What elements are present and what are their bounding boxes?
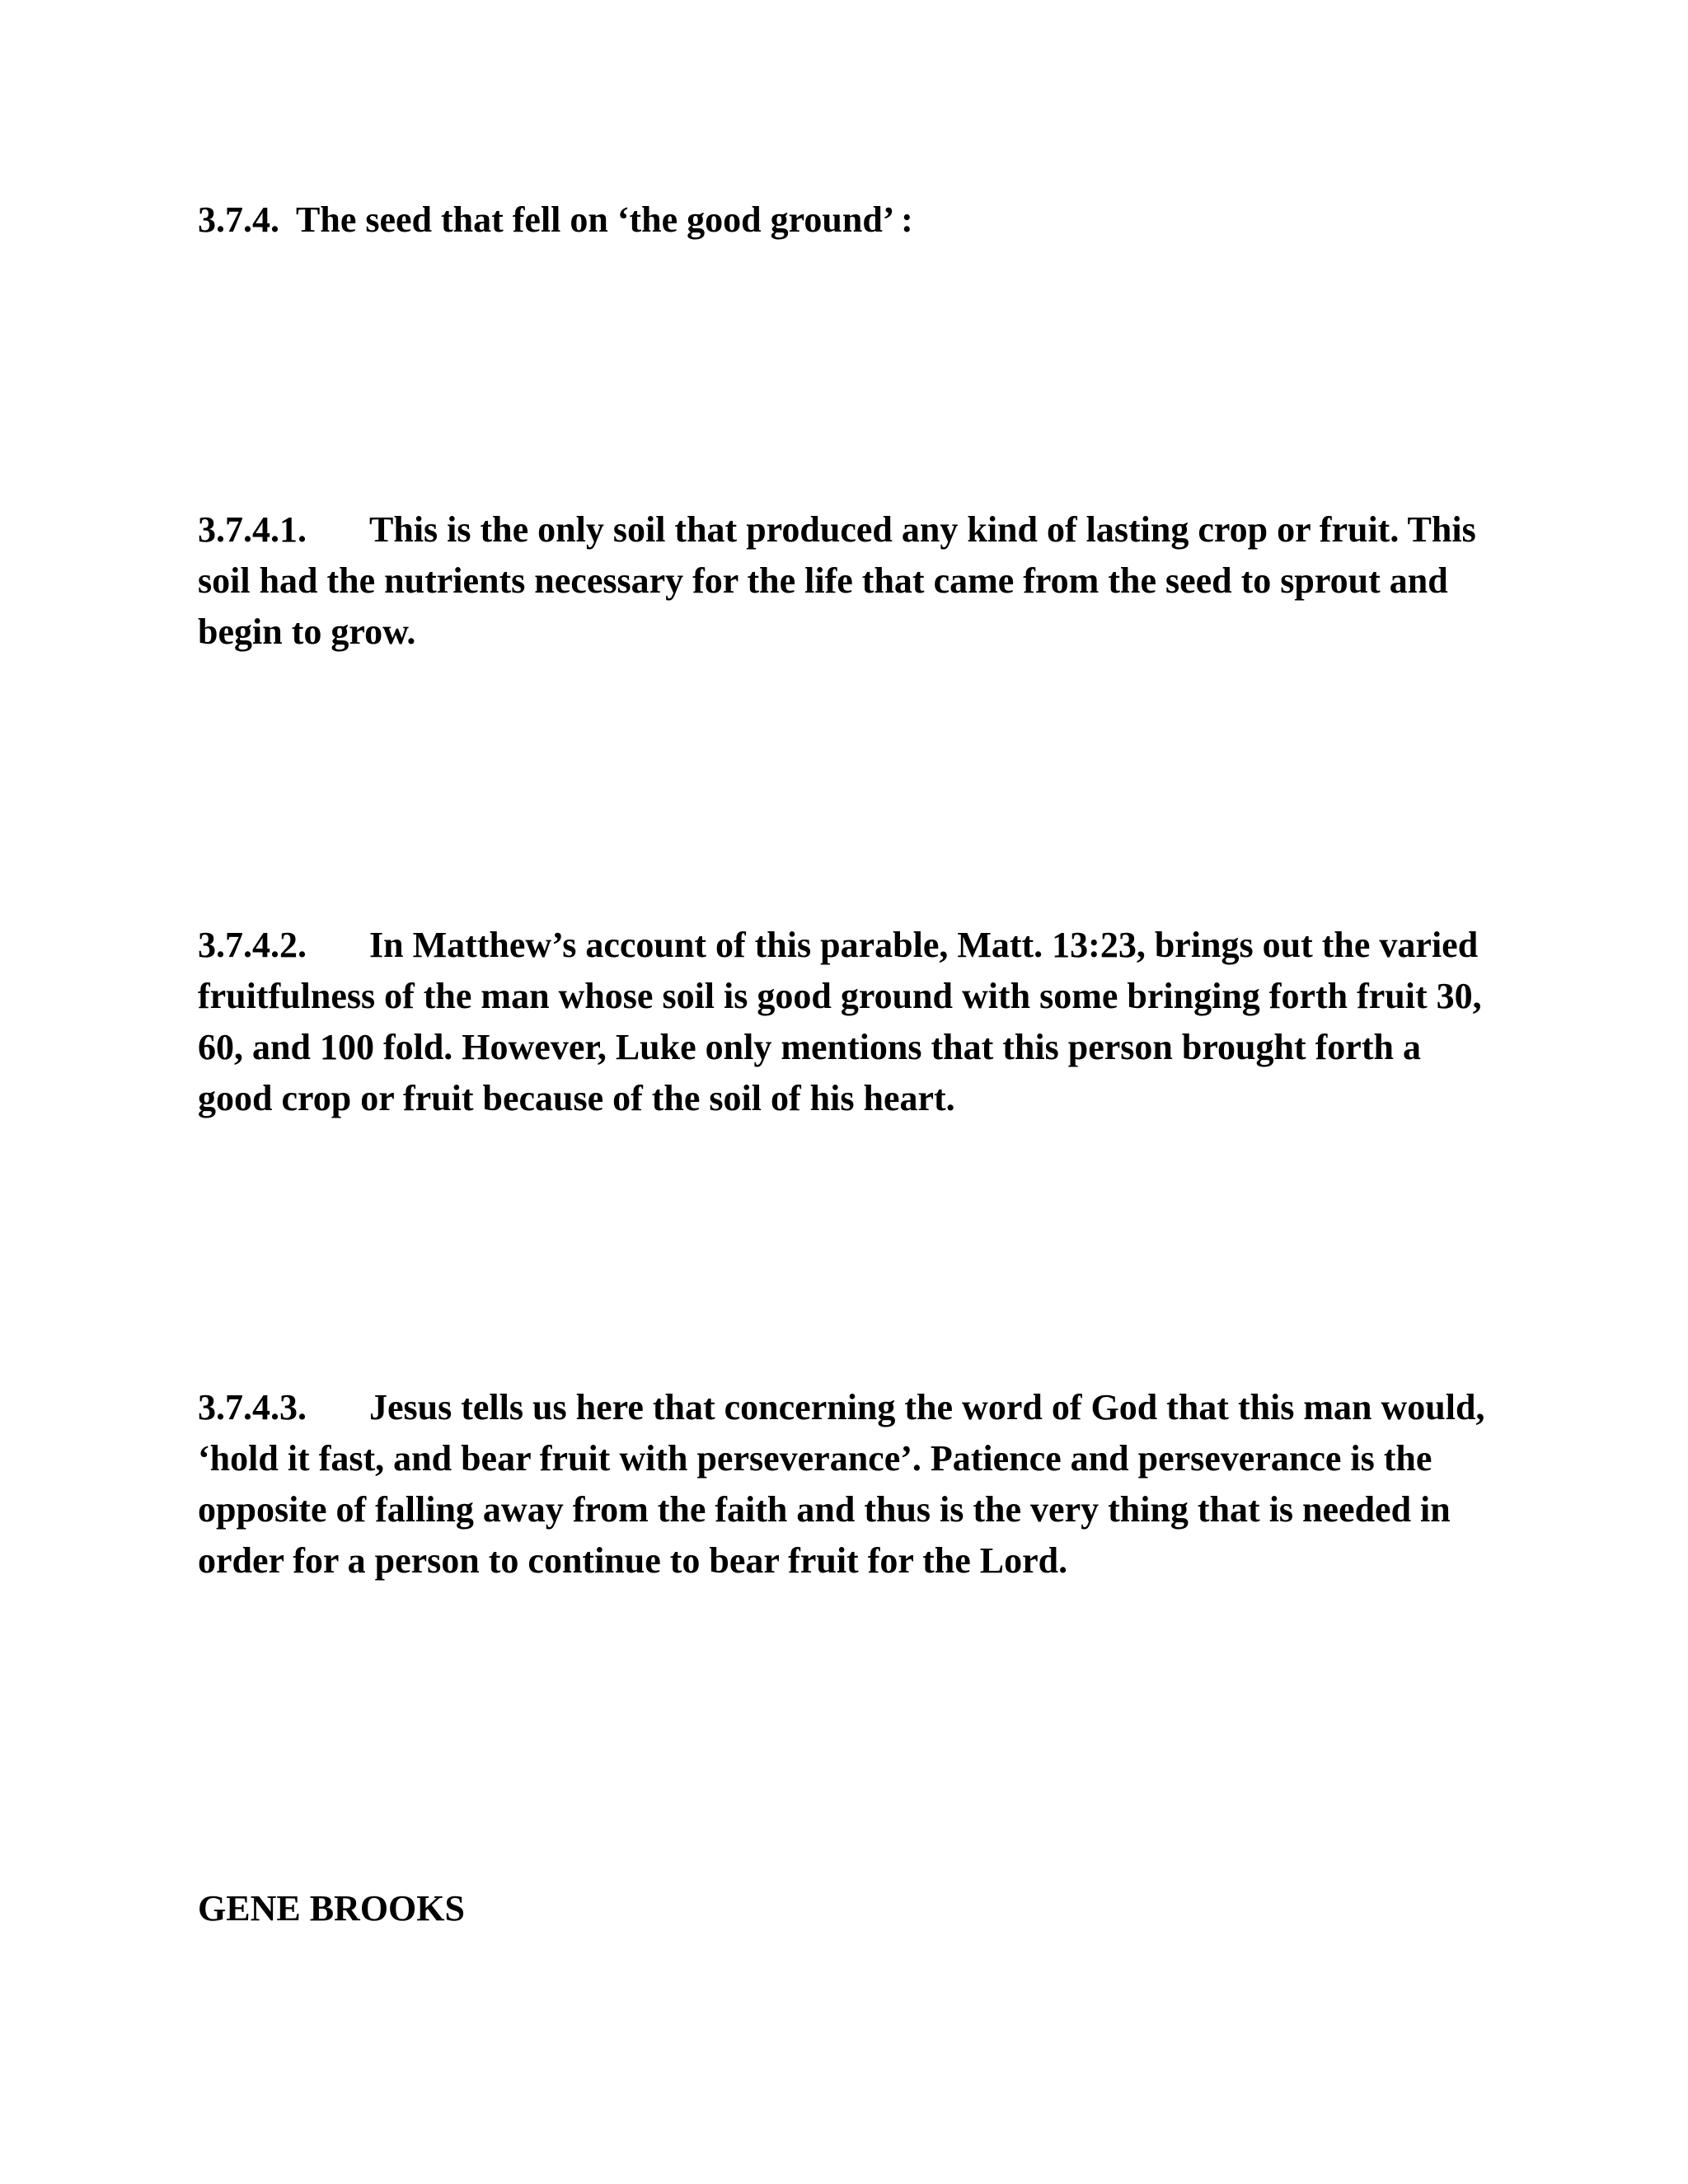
paragraph-text: Jesus tells us here that concerning the word of God that this man would, ‘hold it fast, and bear fruit with perseverance’. Patience and perseverance is the opposite of falling away from the faith and thus is the very thing that is needed in order for a person to continue to bear fruit for the Lord. (198, 1387, 1485, 1581)
section-heading (198, 194, 1500, 246)
paragraph-text: This is the only soil that produced any kind of lasting crop or fruit. This soil had the nutrients necessary for the life that came from the seed to sprout and begin to grow. (198, 509, 1476, 652)
paragraph-number: 3.7.4.3. (198, 1387, 307, 1427)
paragraph-3-7-4-2 (198, 920, 1500, 1124)
section-number: 3.7.4. (198, 199, 279, 240)
paragraph-number: 3.7.4.1. (198, 509, 307, 550)
paragraph-text: In Matthew’s account of this parable, Matt. 13:23, brings out the varied fruitfulness of the man whose soil is good ground with some bringing forth fruit 30, 60, and 100 fold. However, Luke only mentions that this person brought forth a good crop or fruit because of the soil of his heart. (198, 925, 1482, 1118)
author-name: GENE BROOKS (198, 1888, 465, 1929)
section-title: The seed that fell on ‘the good ground’ : (296, 199, 913, 240)
paragraph-3-7-4-3 (198, 1382, 1500, 1586)
paragraph-3-7-4-1 (198, 504, 1500, 658)
paragraph-number: 3.7.4.2. (198, 925, 307, 965)
